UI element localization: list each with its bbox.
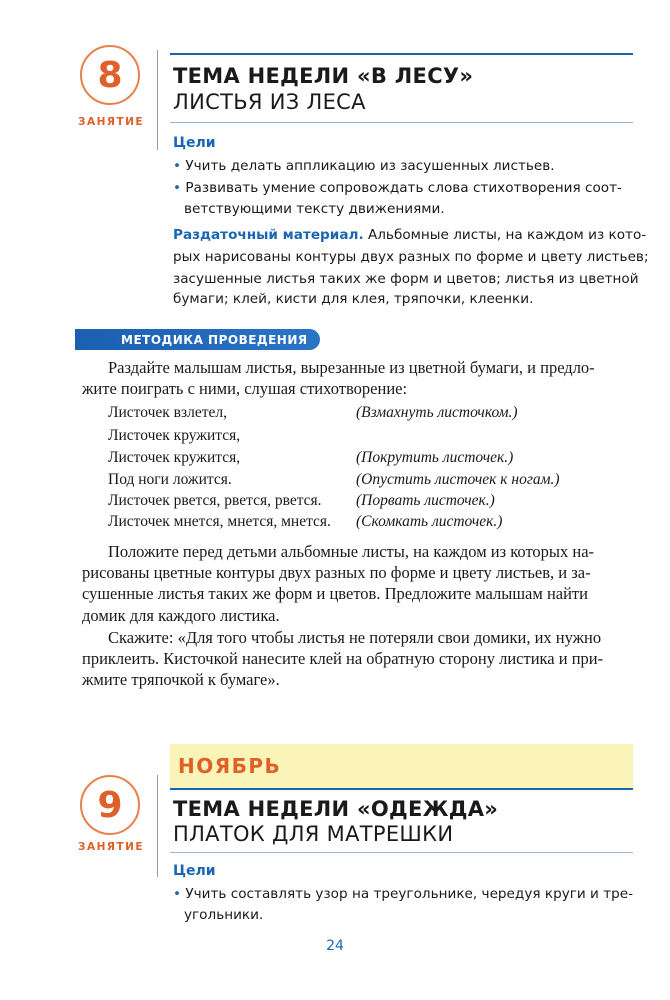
divider-vertical [157,775,158,877]
goals-heading: Цели [173,135,216,151]
theme-subtitle: ЛИСТЬЯ ИЗ ЛЕСА [173,90,366,114]
method-banner-label: МЕТОДИКА ПРОВЕДЕНИЯ [121,332,308,347]
body-text: Раздайте малышам листья, вырезанные из цветной бумаги, и предло- [108,358,595,377]
lesson-number: 8 [97,54,123,96]
body-text: жите поиграть с ними, слушая стихотворение: [82,379,408,398]
poem-line: Под ноги ложится. [108,471,232,488]
divider-horizontal [170,788,633,790]
body-text: жмите тряпочкой к бумаге». [82,670,280,689]
goals-heading: Цели [173,863,216,879]
poem-line: Листочек взлетел, [108,404,228,421]
lesson-number-circle [80,45,140,105]
poem-action: (Скомкать листочек.) [356,513,503,530]
body-text: сушенные листья таких же форм и цветов. Предложите малышам найти [82,584,588,603]
goal-item [173,155,555,177]
goal-text: Учить составлять узор на треугольнике, чередуя круги и тре- [185,886,634,902]
body-text: рисованы цветные контуры двух разных по форме и цвету листьев, и за- [82,563,591,582]
bullet-icon: • [173,886,182,902]
poem-line: Листочек кружится, [108,427,241,444]
goal-text-continued: угольники. [184,907,264,923]
lesson-label: ЗАНЯТИЕ [78,841,145,853]
goal-item [173,883,633,905]
lesson-number-circle [80,775,140,835]
divider-horizontal [170,852,633,853]
page-number: 24 [326,938,344,954]
lesson-number: 9 [97,784,123,826]
theme-title: ТЕМА НЕДЕЛИ «ОДЕЖДА» [173,797,499,821]
theme-title: ТЕМА НЕДЕЛИ «В ЛЕСУ» [173,64,474,88]
month-label: НОЯБРЬ [178,754,282,778]
goal-text: Учить делать аппликацию из засушенных листьев. [185,158,555,174]
handout-line: бумаги; клей, кисти для клея, тряпочки, клеенки. [173,291,534,307]
poem-line: Листочек рвется, рвется, рвется. [108,492,322,509]
theme-subtitle: ПЛАТОК ДЛЯ МАТРЕШКИ [173,822,454,846]
lesson-label: ЗАНЯТИЕ [78,116,145,128]
handout-line [173,224,646,246]
handout-line: засушенные листья таких же форм и цветов; листья из цветной [173,271,639,287]
divider-vertical [157,50,158,150]
poem-line: Листочек кружится, [108,449,241,466]
handout-text: Альбомные листы, на каждом из кото- [363,227,647,243]
poem-action: (Опустить листочек к ногам.) [356,471,560,488]
body-text: приклеить. Кисточкой нанесите клей на обратную сторону листика и при- [82,649,604,668]
body-text: домик для каждого листика. [82,606,280,625]
handout-line: рых нарисованы контуры двух разных по форме и цвету листьев; [173,249,649,265]
poem-action: (Взмахнуть листочком.) [356,404,518,421]
month-banner [170,744,633,788]
poem-action: (Порвать листочек.) [356,492,495,509]
divider-horizontal [170,53,633,55]
divider-horizontal [170,122,633,123]
poem-action: (Покрутить листочек.) [356,449,514,466]
goal-text-continued: ветствующими тексту движениями. [184,201,445,217]
bullet-icon: • [173,180,182,196]
goal-text: Развивать умение сопровождать слова стихотворения соот- [185,180,622,196]
goal-item [173,177,622,199]
method-banner [75,329,320,350]
handout-label: Раздаточный материал. [173,227,364,243]
body-text: Положите перед детьми альбомные листы, на каждом из которых на- [108,542,595,561]
poem-line: Листочек мнется, мнется, мнется. [108,513,331,530]
body-text: Скажите: «Для того чтобы листья не потеряли свои домики, их нужно [108,628,602,647]
bullet-icon: • [173,158,182,174]
